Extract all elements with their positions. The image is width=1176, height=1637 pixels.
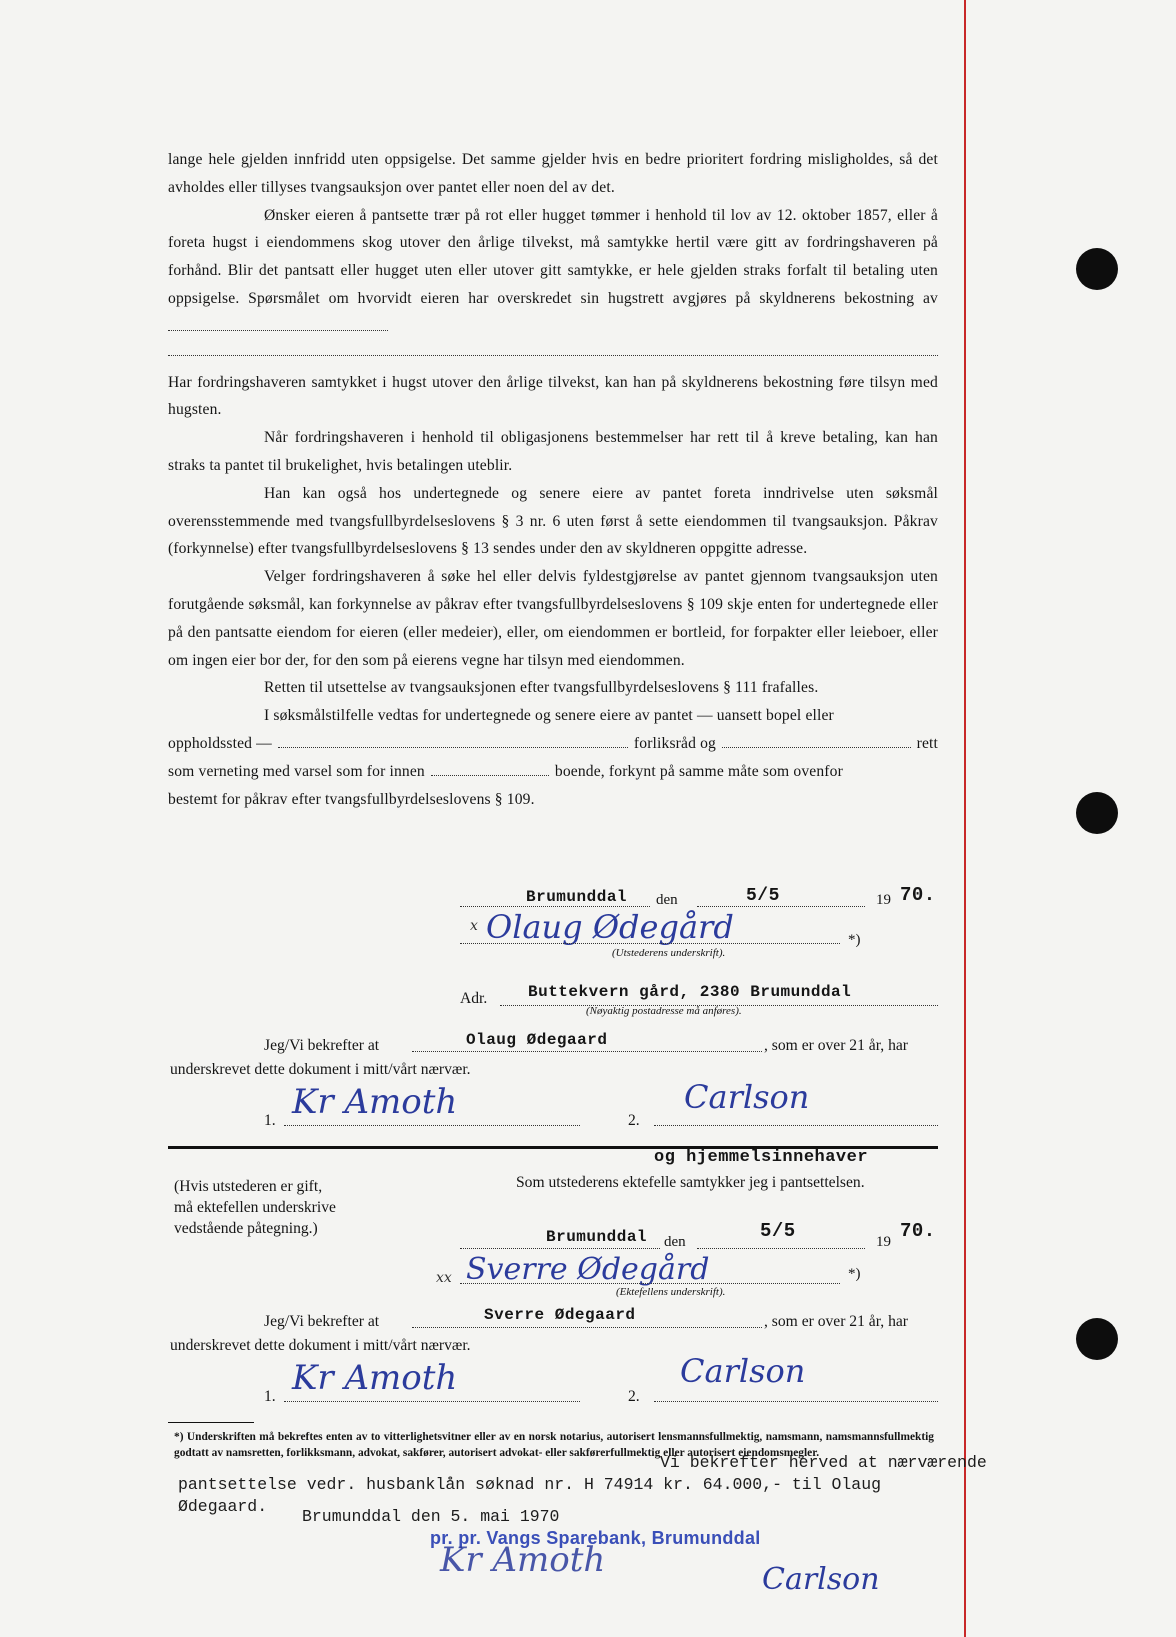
dotted-blank [412,1050,762,1052]
dotted-blank [460,1282,840,1284]
year-field: 70. [900,884,936,906]
dotted-blank [168,341,938,356]
witness-1-signature: Kr Amoth [292,1082,458,1122]
sig-mark: x [470,918,478,934]
paragraph: Har fordringshaveren samtykket i hugst utover den årlige tilvekst, kan han på skyldnerens bekostning føre tilsyn med hugsten. [168,373,938,419]
year-prefix: 19 [876,892,891,908]
paragraph [168,202,938,341]
binder-hole [1076,792,1118,834]
paragraph-text: som verneting med varsel som for innen [168,762,425,780]
spouse-note-line: vedstående påtegning.) [174,1220,318,1237]
spouse-signature: Sverre Ødegård [466,1252,710,1287]
binder-hole [1076,1318,1118,1360]
dotted-blank [412,1326,762,1328]
typed-note-line: Brumunddal den 5. mai 1970 [302,1507,560,1526]
paragraph-text: forliksråd og [633,734,716,752]
witness-2-signature: Carlson [680,1352,806,1390]
place-field: Brumunddal [546,1228,648,1246]
paragraph: I søksmålstilfelle vedtas for undertegnede og senere eiere av pantet — uansett bopel eller [264,707,834,725]
witness-2-signature: Carlson [684,1078,810,1116]
dotted-blank [722,733,911,748]
dotted-blank [654,1400,938,1402]
witness-age: , som er over 21 år, har [764,1313,908,1330]
red-margin-line [964,0,966,1637]
address-field: Buttekvern gård, 2380 Brumunddal [528,983,852,1001]
place-field: Brumunddal [526,888,628,906]
witness-1-signature: Kr Amoth [292,1358,458,1398]
consent-text: Som utstederens ektefelle samtykker jeg i pantsettelsen. [516,1174,865,1191]
typed-note-line: Ødegaard. [178,1497,268,1516]
dotted-blank [654,1124,938,1126]
date-field: 5/5 [760,1220,796,1242]
paragraph-text: oppholdssted — [168,734,272,752]
dotted-blank [278,733,628,748]
spouse-note [174,1176,336,1239]
paragraph-text: boende, forkynt på samme måte som ovenfor [554,762,843,780]
stamp-signature: Kr Amoth [440,1540,606,1580]
dotted-blank [460,1247,660,1249]
dotted-blank [697,1247,865,1249]
issuer-signature: Olaug Ødegård [486,908,734,946]
bank-stamp: pr. pr. Vangs Sparebank, Brumunddal [430,1528,761,1548]
dotted-blank [697,905,865,907]
stamp-signature-2: Carlson [762,1562,880,1597]
paragraph: Han kan også hos undertegnede og senere eiere av pantet foreta inndrivelse uten søksmål overensstemmende med tvangsfullbyrdelseslovens § 3 nr. 6 uten først å sette eiendommen til tvangsauksjon. Påkrav (forkynnelse) efter tvangsfullbyrdelseslovens § 13 sendes under den av skyldneren oppgitte adresse. [168,484,938,558]
date-field: 5/5 [746,886,780,906]
address-label: Adr. [460,990,488,1007]
address-caption: (Nøyaktig postadresse må anføres). [586,1005,742,1017]
witness-name: Olaug Ødegaard [466,1031,608,1049]
den-label: den [656,892,678,908]
witness-1-label: 1. [264,1112,276,1129]
signature-caption: (Ektefellens underskrift). [616,1286,726,1298]
typed-note-line: Vi bekrefter herved at nærværende [660,1453,987,1472]
dotted-blank [460,942,840,944]
paragraph-text: Ønsker eieren å pantsette trær på rot eller hugget tømmer i henhold til lov av 12. oktober 1857, eller å foreta hugst i eiendommens skog utover den årlige tilvekst, må samtykke hertil være gitt av fordringshaveren på forhånd. Blir det pantsatt eller hugget uten eller utover gitt samtykke, er hele gjelden straks forfalt til betaling uten oppsigelse. Spørsmålet om hvorvidt eieren har overskredet sin hugstrett avgjøres på skyldnerens bekostning av [168,206,938,307]
year-prefix: 19 [876,1234,891,1250]
sig-mark: xx [436,1270,452,1286]
witness-intro: Jeg/Vi bekrefter at [264,1313,380,1330]
paragraph-line [168,758,938,786]
witness-intro: Jeg/Vi bekrefter at [264,1037,380,1054]
paragraph: bestemt for påkrav efter tvangsfullbyrdelseslovens § 109. [168,790,535,808]
added-text: og hjemmelsinnehaver [654,1148,869,1167]
witness-text: underskrevet dette dokument i mitt/vårt nærvær. [170,1337,471,1354]
document-body [168,146,938,813]
witness-name: Sverre Ødegaard [484,1306,636,1324]
paragraph: Når fordringshaveren i henhold til obligasjonens bestemmelser har rett til å kreve betaling, kan han straks ta pantet til brukelighet, hvis betalingen uteblir. [168,429,938,474]
paragraph: Velger fordringshaveren å søke hel eller delvis fyldestgjørelse av pantet gjennom tvangsauksjon uten forutgående søksmål, kan forkynnelse av påkrav efter tvangsfullbyrdelseslovens § 109 skje enten for undertegnede eller på den pantsatte eiendom for eieren (eller medeier), eller, om eiendommen er bortleid, for forpakter eller leieboer, eller om ingen eier bor der, for den som på eierens vegne har tilsyn med eiendommen. [168,568,938,669]
spouse-note-line: (Hvis utstederen er gift, [174,1178,323,1195]
witness-2-label: 2. [628,1112,640,1129]
witness-age: , som er over 21 år, har [764,1037,908,1054]
paragraph: lange hele gjelden innfridd uten oppsigelse. Det samme gjelder hvis en bedre prioritert fordring misligholdes, så det avholdes eller tillyses tvangsauksjon over pantet eller noen del av det. [168,151,938,196]
footnote-rule [168,1422,254,1423]
dotted-blank [431,761,549,776]
dotted-blank [284,1124,580,1126]
dotted-blank [168,316,388,331]
paragraph-text: rett [916,734,938,752]
den-label: den [664,1234,686,1250]
witness-1-label: 1. [264,1388,276,1405]
dotted-blank [284,1400,580,1402]
year-field: 70. [900,1220,936,1242]
paragraph: Retten til utsettelse av tvangsauksjonen efter tvangsfullbyrdelseslovens § 111 frafalles. [264,679,819,697]
witness-2-label: 2. [628,1388,640,1405]
signature-caption: (Utstederens underskrift). [612,947,726,959]
typed-note-line: pantsettelse vedr. husbanklån søknad nr. H 74914 kr. 64.000,- til Olaug [178,1475,882,1494]
footnote-mark: *) [848,1266,861,1282]
footnote: *) Underskriften må bekreftes enten av to vitterlighetsvitner eller av en norsk notarius, autorisert lensmannsfullmektig, namsmann, namsmannsfullmektig godtatt av namsretten, forlikksmann, advokat, sakfører, autorisert advokat- eller sakførerfullmektig eller autorisert eiendomsmegler. [174,1431,934,1459]
paragraph-line [168,730,938,758]
footnote-mark: *) [848,932,861,948]
witness-text: underskrevet dette dokument i mitt/vårt nærvær. [170,1061,471,1078]
spouse-note-line: må ektefellen underskrive [174,1199,336,1216]
binder-hole [1076,248,1118,290]
